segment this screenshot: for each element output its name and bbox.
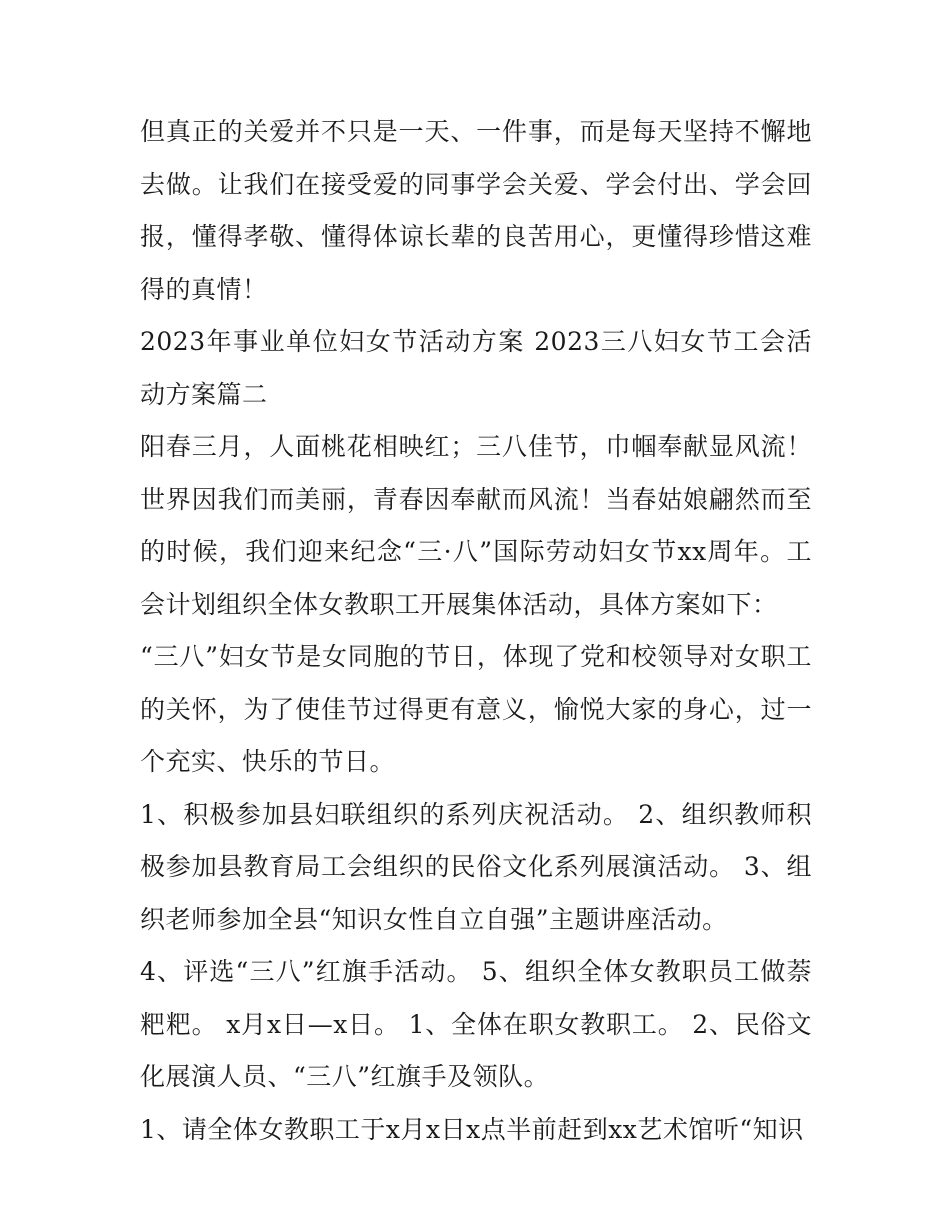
paragraph-arrangement: 1、请全体女教职工于x月x日x点半前赶到xx艺术馆听“知识 (140, 1114, 804, 1144)
paragraph-purpose: “三八”妇女节是女同胞的节日，体现了党和校领导对女职工的关怀，为了使佳节过得更有意义，愉悦大家的身心，过一个充实、快乐的节日。 (140, 642, 812, 776)
paragraph-intro: 阳春三月，人面桃花相映红；三八佳节，巾帼奉献显风流！世界因我们而美丽，青春因奉献而风流！当春姑娘翩然而至的时候，我们迎来纪念“三·八”国际劳动妇女节xx周年。工会计划组织全体女教职工开展集体活动，具体方案如下： (140, 432, 812, 619)
paragraph-schedule: 4、评选“三八”红旗手活动。 5、组织全体女教职员工做萘粑粑。 x月x日—x日。 1、全体在职女教职工。 2、民俗文化展演人员、“三八”红旗手及领队。 (140, 957, 812, 1091)
document-page (140, 106, 812, 1156)
section-heading: 2023年事业单位妇女节活动方案 2023三八妇女节工会活动方案篇二 (140, 327, 812, 409)
paragraph-closing: 但真正的关爱并不只是一天、一件事，而是每天坚持不懈地去做。让我们在接受爱的同事学会关爱、学会付出、学会回报，懂得孝敬、懂得体谅长辈的良苦用心，更懂得珍惜这难得的真情！ (140, 117, 812, 304)
paragraph-activities: 1、积极参加县妇联组织的系列庆祝活动。 2、组织教师积极参加县教育局工会组织的民俗文化系列展演活动。 3、组织老师参加全县“知识女性自立自强”主题讲座活动。 (140, 799, 812, 934)
